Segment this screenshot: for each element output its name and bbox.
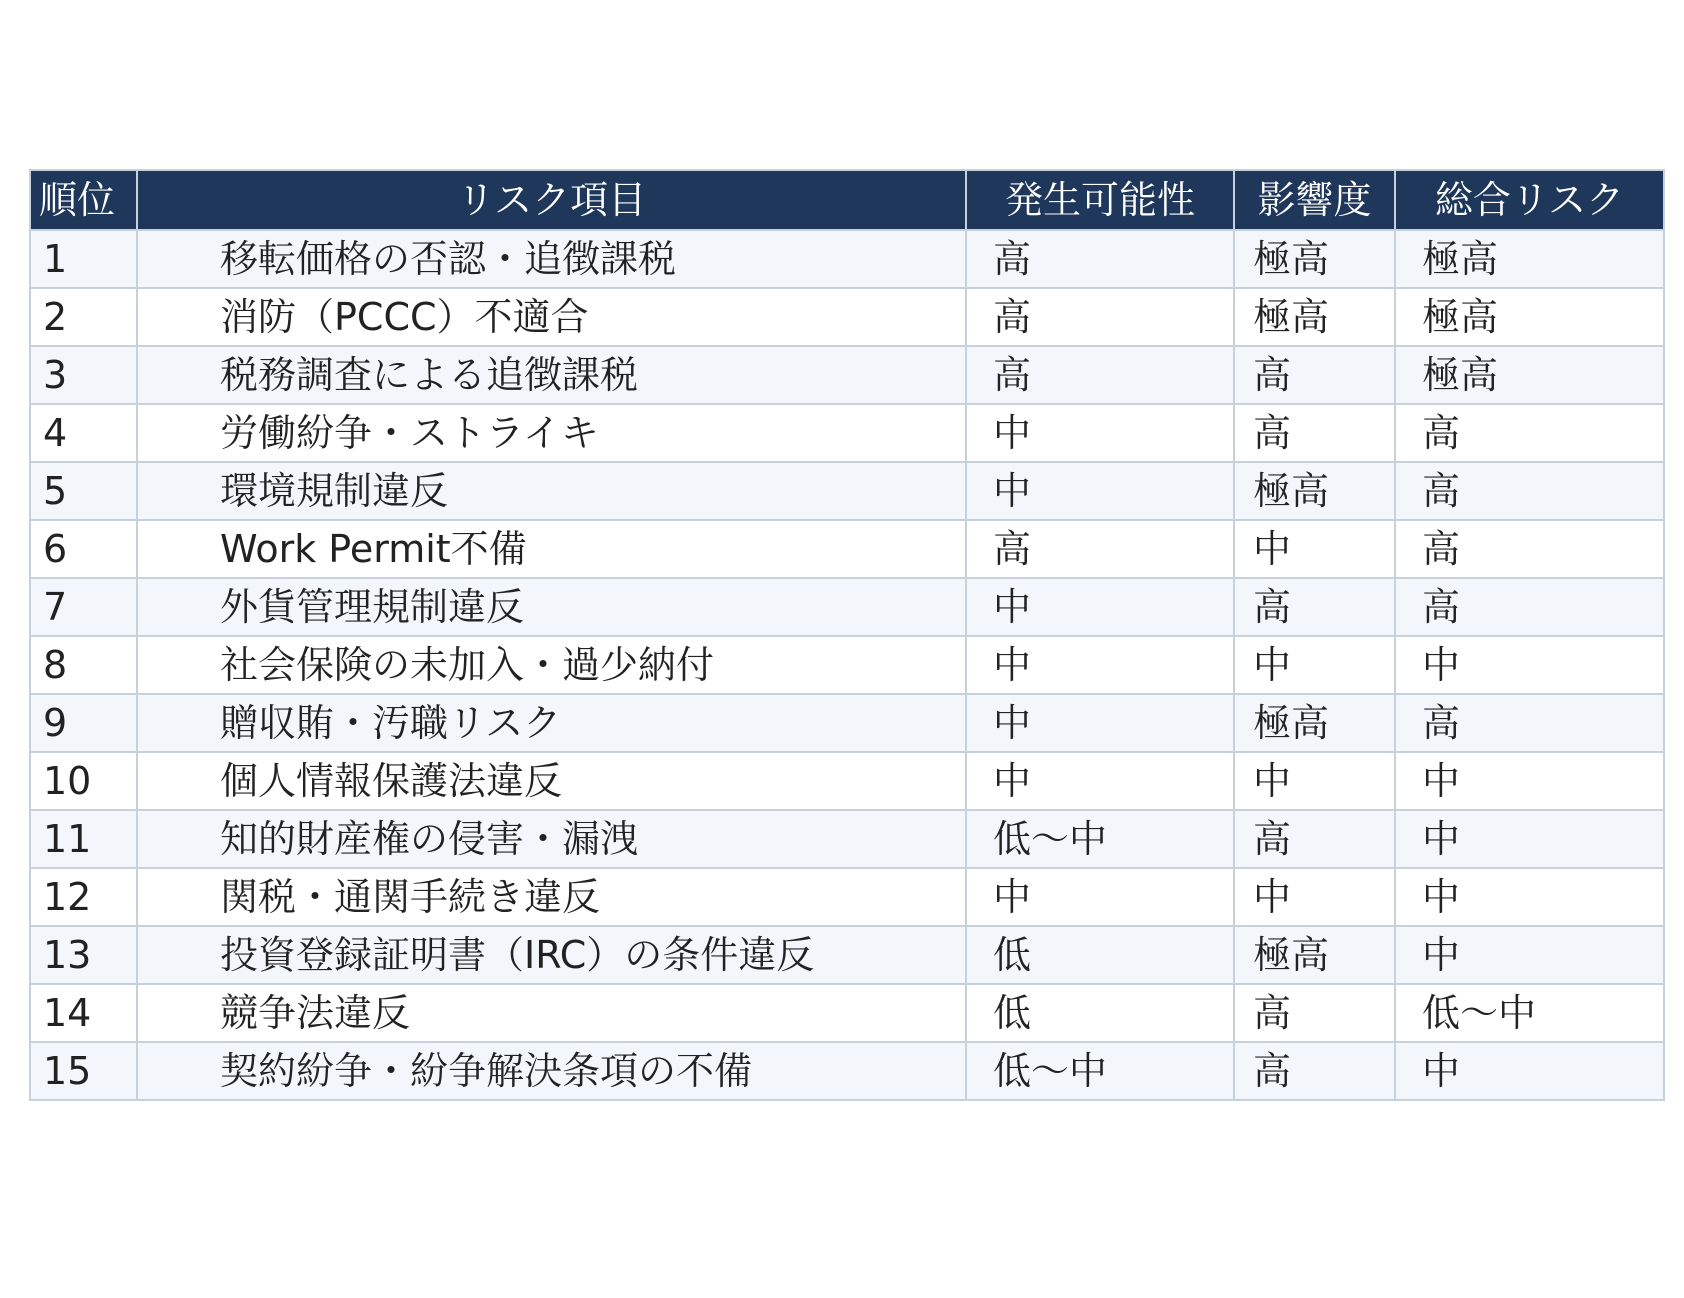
- cell-probability: 中: [966, 868, 1234, 926]
- cell-rank: 3: [30, 346, 137, 404]
- cell-overall-risk: 極高: [1395, 346, 1664, 404]
- table-row: [30, 462, 1664, 520]
- cell-probability: 中: [966, 578, 1234, 636]
- table-row: [30, 868, 1664, 926]
- table-row: [30, 230, 1664, 288]
- cell-rank: 9: [30, 694, 137, 752]
- cell-impact: 高: [1234, 578, 1395, 636]
- cell-risk-item: 契約紛争・紛争解決条項の不備: [137, 1042, 966, 1100]
- cell-overall-risk: 極高: [1395, 230, 1664, 288]
- cell-rank: 6: [30, 520, 137, 578]
- cell-risk-item: 外貨管理規制違反: [137, 578, 966, 636]
- cell-risk-item: 社会保険の未加入・過少納付: [137, 636, 966, 694]
- cell-risk-item: 環境規制違反: [137, 462, 966, 520]
- cell-overall-risk: 中: [1395, 868, 1664, 926]
- cell-risk-item: Work Permit不備: [137, 520, 966, 578]
- cell-rank: 11: [30, 810, 137, 868]
- cell-impact: 中: [1234, 868, 1395, 926]
- table-row: [30, 926, 1664, 984]
- cell-rank: 5: [30, 462, 137, 520]
- cell-overall-risk: 中: [1395, 1042, 1664, 1100]
- cell-probability: 低: [966, 984, 1234, 1042]
- cell-probability: 低〜中: [966, 1042, 1234, 1100]
- table-body: [30, 230, 1664, 1100]
- cell-rank: 14: [30, 984, 137, 1042]
- cell-impact: 極高: [1234, 694, 1395, 752]
- cell-impact: 極高: [1234, 462, 1395, 520]
- cell-probability: 中: [966, 694, 1234, 752]
- cell-rank: 2: [30, 288, 137, 346]
- table-row: [30, 288, 1664, 346]
- cell-overall-risk: 中: [1395, 752, 1664, 810]
- cell-probability: 高: [966, 288, 1234, 346]
- cell-probability: 低〜中: [966, 810, 1234, 868]
- table-row: [30, 694, 1664, 752]
- cell-rank: 8: [30, 636, 137, 694]
- cell-overall-risk: 低〜中: [1395, 984, 1664, 1042]
- cell-risk-item: 贈収賄・汚職リスク: [137, 694, 966, 752]
- cell-overall-risk: 高: [1395, 578, 1664, 636]
- cell-risk-item: 投資登録証明書（IRC）の条件違反: [137, 926, 966, 984]
- cell-rank: 13: [30, 926, 137, 984]
- cell-impact: 中: [1234, 520, 1395, 578]
- cell-impact: 高: [1234, 1042, 1395, 1100]
- cell-rank: 12: [30, 868, 137, 926]
- cell-overall-risk: 中: [1395, 636, 1664, 694]
- cell-impact: 高: [1234, 810, 1395, 868]
- cell-risk-item: 移転価格の否認・追徴課税: [137, 230, 966, 288]
- cell-rank: 7: [30, 578, 137, 636]
- cell-impact: 中: [1234, 752, 1395, 810]
- table-row: [30, 520, 1664, 578]
- table-row: [30, 404, 1664, 462]
- table-row: [30, 810, 1664, 868]
- cell-risk-item: 知的財産権の侵害・漏洩: [137, 810, 966, 868]
- cell-probability: 高: [966, 230, 1234, 288]
- cell-rank: 4: [30, 404, 137, 462]
- header-row: [30, 170, 1664, 230]
- table-row: [30, 984, 1664, 1042]
- cell-impact: 高: [1234, 984, 1395, 1042]
- cell-overall-risk: 高: [1395, 404, 1664, 462]
- risk-ranking-table: [29, 169, 1665, 1101]
- cell-rank: 10: [30, 752, 137, 810]
- cell-overall-risk: 高: [1395, 462, 1664, 520]
- cell-probability: 低: [966, 926, 1234, 984]
- cell-rank: 1: [30, 230, 137, 288]
- cell-overall-risk: 高: [1395, 520, 1664, 578]
- table-row: [30, 1042, 1664, 1100]
- cell-impact: 極高: [1234, 288, 1395, 346]
- cell-overall-risk: 極高: [1395, 288, 1664, 346]
- cell-impact: 極高: [1234, 926, 1395, 984]
- cell-impact: 高: [1234, 346, 1395, 404]
- table-row: [30, 578, 1664, 636]
- cell-impact: 中: [1234, 636, 1395, 694]
- table-header: [30, 170, 1664, 230]
- header-probability: 発生可能性: [966, 170, 1234, 230]
- cell-probability: 中: [966, 462, 1234, 520]
- cell-overall-risk: 中: [1395, 926, 1664, 984]
- cell-probability: 高: [966, 520, 1234, 578]
- cell-probability: 中: [966, 636, 1234, 694]
- cell-risk-item: 税務調査による追徴課税: [137, 346, 966, 404]
- cell-overall-risk: 中: [1395, 810, 1664, 868]
- cell-overall-risk: 高: [1395, 694, 1664, 752]
- cell-risk-item: 関税・通関手続き違反: [137, 868, 966, 926]
- header-risk-item: リスク項目: [137, 170, 966, 230]
- table-row: [30, 346, 1664, 404]
- cell-probability: 高: [966, 346, 1234, 404]
- cell-risk-item: 個人情報保護法違反: [137, 752, 966, 810]
- cell-risk-item: 競争法違反: [137, 984, 966, 1042]
- cell-probability: 中: [966, 752, 1234, 810]
- cell-risk-item: 消防（PCCC）不適合: [137, 288, 966, 346]
- cell-impact: 極高: [1234, 230, 1395, 288]
- header-rank: 順位: [30, 170, 137, 230]
- cell-rank: 15: [30, 1042, 137, 1100]
- cell-risk-item: 労働紛争・ストライキ: [137, 404, 966, 462]
- header-impact: 影響度: [1234, 170, 1395, 230]
- header-overall-risk: 総合リスク: [1395, 170, 1664, 230]
- cell-probability: 中: [966, 404, 1234, 462]
- cell-impact: 高: [1234, 404, 1395, 462]
- table-row: [30, 636, 1664, 694]
- table-row: [30, 752, 1664, 810]
